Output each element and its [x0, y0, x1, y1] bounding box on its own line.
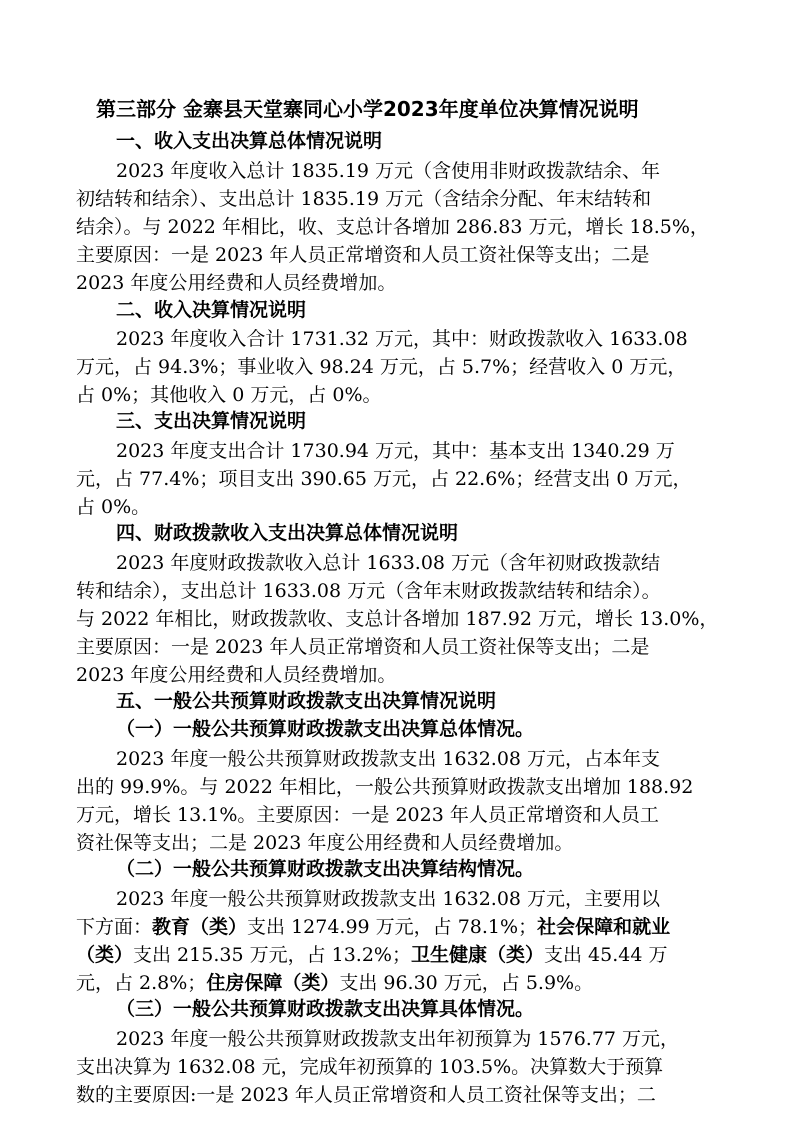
section-4-line-5: 2023 年度公用经费和人员经费增加。 — [76, 664, 397, 686]
section-5-2-line-1: 2023 年度一般公共预算财政拨款支出 1632.08 万元，主要用以 — [116, 888, 661, 910]
section-5-1-heading: （一）一般公共预算财政拨款支出决算总体情况。 — [116, 718, 535, 740]
section-1-line-5: 2023 年度公用经费和人员经费增加。 — [76, 272, 397, 294]
category-social-security-suffix: （类） — [76, 944, 134, 966]
section-5-2-line-2 — [76, 914, 670, 940]
section-5-2-heading: （二）一般公共预算财政拨款支出决算结构情况。 — [116, 858, 535, 880]
section-2-line-1: 2023 年度收入合计 1731.32 万元，其中：财政拨款收入 1633.08 — [116, 328, 688, 350]
section-5-heading: 五、一般公共预算财政拨款支出决算情况说明 — [116, 690, 497, 712]
section-2-line-3: 占 0%；其他收入 0 万元，占 0%。 — [76, 384, 382, 406]
section-5-2-line-3 — [76, 942, 667, 968]
section-5-2-line-4 — [76, 970, 593, 996]
section-3-line-1: 2023 年度支出合计 1730.94 万元，其中：基本支出 1340.29 万 — [116, 440, 675, 462]
section-1-line-3: 结余）。与 2022 年相比，收、支总计各增加 286.83 万元，增长 18.5%， — [76, 216, 709, 238]
section-5-1-line-1: 2023 年度一般公共预算财政拨款支出 1632.08 万元，占本年支 — [116, 748, 661, 770]
section-5-3-line-2: 支出决算为 1632.08 元，完成年初预算的 103.5%。决算数大于预算 — [76, 1056, 664, 1078]
section-1-line-2: 初结转和结余）、支出总计 1835.19 万元（含结余分配、年末结转和 — [76, 188, 652, 210]
section-4-line-3: 与 2022 年相比，财政拨款收、支总计各增加 187.92 万元，增长 13.0%， — [76, 608, 719, 630]
section-3-line-3: 占 0%。 — [76, 496, 151, 518]
text-run: 支出 1274.99 万元，占 78.1%； — [247, 916, 538, 938]
section-3-heading: 三、支出决算情况说明 — [116, 410, 307, 432]
section-5-3-heading: （三）一般公共预算财政拨款支出决算具体情况。 — [116, 998, 535, 1020]
category-education: 教育（类） — [152, 916, 248, 938]
section-5-3-line-3: 数的主要原因:一是 2023 年人员正常增资和人员工资社保等支出；二 — [76, 1084, 656, 1106]
section-2-heading: 二、收入决算情况说明 — [116, 299, 307, 321]
document-title: 第三部分 金寨县天堂寨同心小学2023年度单位决算情况说明 — [96, 97, 639, 121]
category-housing: 住房保障（类） — [206, 972, 340, 994]
text-run: 元，占 2.8%； — [76, 972, 207, 994]
section-3-line-2: 元，占 77.4%；项目支出 390.65 万元，占 22.6%；经营支出 0 万元， — [76, 468, 692, 490]
category-health: 卫生健康（类） — [410, 944, 544, 966]
section-5-1-line-2: 出的 99.9%。与 2022 年相比，一般公共预算财政拨款支出增加 188.92 — [76, 776, 694, 798]
section-5-1-line-4: 资社保等支出；二是 2023 年度公用经费和人员经费增加。 — [76, 832, 574, 854]
section-4-line-1: 2023 年度财政拨款收入总计 1633.08 万元（含年初财政拨款结 — [116, 552, 661, 574]
text-run: 支出 45.44 万 — [544, 944, 668, 966]
text-run: 支出 215.35 万元，占 13.2%； — [133, 944, 411, 966]
text-run: 支出 96.30 万元，占 5.9%。 — [339, 972, 594, 994]
category-social-security: 社会保障和就业 — [537, 916, 671, 938]
section-1-line-1: 2023 年度收入总计 1835.19 万元（含使用非财政拨款结余、年 — [116, 160, 661, 182]
section-1-heading: 一、收入支出决算总体情况说明 — [116, 130, 383, 152]
section-1-line-4: 主要原因：一是 2023 年人员正常增资和人员工资社保等支出；二是 — [76, 244, 650, 266]
section-5-3-line-1: 2023 年度一般公共预算财政拨款支出年初预算为 1576.77 万元， — [116, 1028, 680, 1050]
section-2-line-2: 万元，占 94.3%；事业收入 98.24 万元，占 5.7%；经营收入 0 万元， — [76, 356, 687, 378]
section-4-heading: 四、财政拨款收入支出决算总体情况说明 — [116, 522, 459, 544]
text-run: 下方面： — [76, 916, 153, 938]
section-4-line-4: 主要原因：一是 2023 年人员正常增资和人员工资社保等支出；二是 — [76, 636, 650, 658]
section-4-line-2: 转和结余），支出总计 1633.08 万元（含年末财政拨款结转和结余）。 — [76, 580, 661, 602]
section-5-1-line-3: 万元，增长 13.1%。主要原因：一是 2023 年人员正常增资和人员工 — [76, 804, 659, 826]
